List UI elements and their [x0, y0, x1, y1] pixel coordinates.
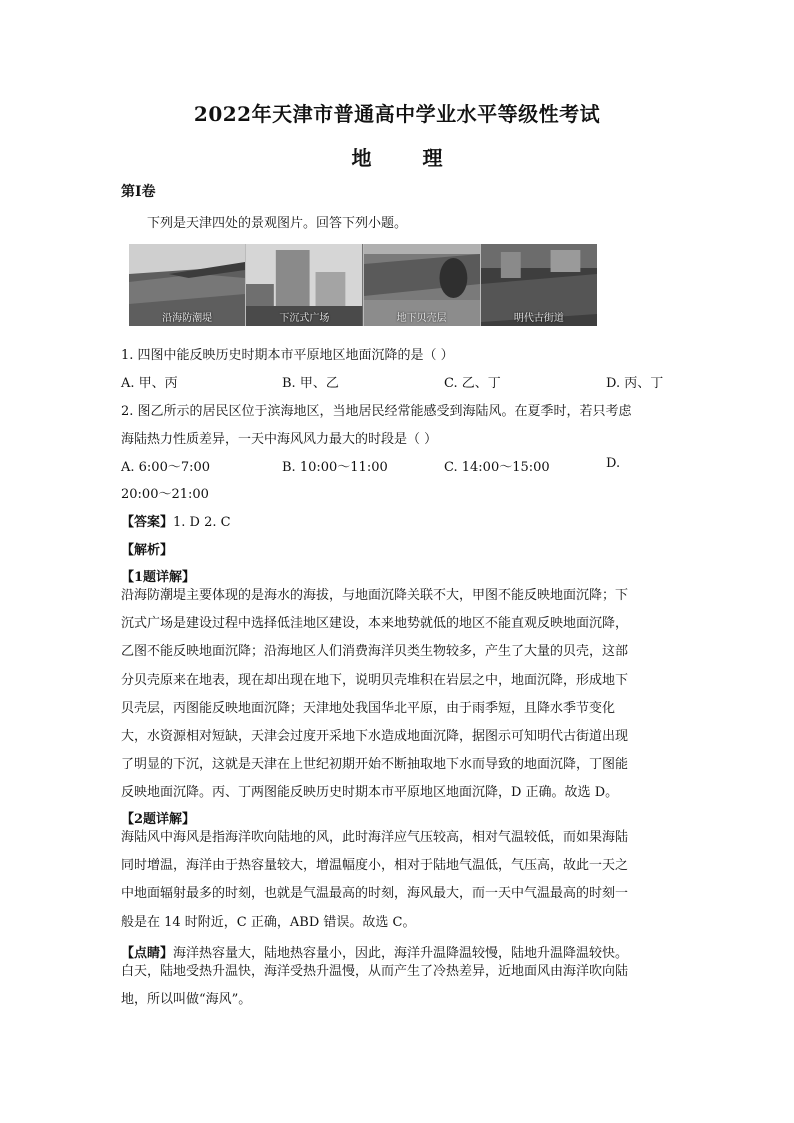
intro-text: 下列是天津四处的景观图片。回答下列小题。	[147, 216, 408, 231]
detail-1-line: 了明显的下沉，这就是天津在上世纪初期开始不断抽取地下水而导致的地面沉降，丁图能	[121, 757, 629, 773]
photo-caption: 沿海防潮堤	[162, 313, 213, 324]
detail-2-line: 同时增温，海洋由于热容量较大，增温幅度小，相对于陆地气温低，气压高，故此一天之	[121, 858, 629, 874]
section-heading: 第Ⅰ卷	[121, 184, 156, 200]
q1-option-a: A. 甲、丙	[121, 376, 178, 391]
photo-ming-street	[481, 244, 597, 326]
photo-caption: 地下贝壳层	[396, 313, 447, 324]
question-1-stem: 1. 四图中能反映历史时期本市平原地区地面沉降的是（ ）	[121, 348, 454, 363]
detail-1-line: 沉式广场是建设过程中选择低洼地区建设，本来地势就低的地区不能直观反映地面沉降，	[121, 616, 629, 632]
q1-option-b: B. 甲、乙	[282, 376, 339, 391]
detail-1-line: 分贝壳原来在地表，现在却出现在地下，说明贝壳堆积在岩层之中，地面沉降，形成地下	[121, 672, 629, 688]
subject-title: 地 理	[351, 146, 465, 170]
detail-1-line: 贝壳层，丙图能反映地面沉降；天津地处我国华北平原，由于雨季短，且降水季节变化	[121, 700, 616, 716]
detail-2-body	[121, 824, 673, 937]
detail-2-line: 中地面辐射最多的时刻，也就是气温最高的时刻，海风最大，而一天中气温最高的时刻一	[121, 886, 629, 902]
answer-text: 1. D 2. C	[173, 515, 231, 530]
detail-1-line: 大，水资源相对短缺，天津会过度开采地下水造成地面沉降，据图示可知明代古街道出现	[121, 729, 629, 745]
exam-title: 2022年天津市普通高中学业水平等级性考试	[193, 102, 601, 126]
tip-line: 白天，陆地受热升温快，海洋受热升温慢，从而产生了冷热差异，近地面风由海洋吹向陆	[121, 964, 629, 979]
tip-body	[121, 958, 673, 1014]
analysis-label: 【解析】	[121, 543, 174, 558]
q2-option-a: A. 6:00～7:00	[121, 460, 211, 475]
landscape-photos	[129, 244, 597, 326]
answer-line	[121, 511, 231, 530]
q2-option-d: D.	[606, 456, 621, 471]
photo-caption: 明代古街道	[513, 313, 564, 324]
detail-2-line: 般是在 14 时附近，C 正确，ABD 错误。故选 C。	[121, 914, 416, 930]
tip-line: 地，所以叫做“海风”。	[121, 992, 252, 1008]
q2-option-c: C. 14:00～15:00	[444, 460, 550, 475]
tip-text: 海洋热容量大，陆地热容量小，因此，海洋升温降温较慢，陆地升温降温较快。	[173, 946, 629, 961]
question-2-stem-line1: 2. 图乙所示的居民区位于滨海地区，当地居民经常能感受到海陆风。在夏季时，若只考虑	[121, 404, 632, 419]
photo-seawall	[129, 244, 246, 326]
tip-label: 【点睛】	[121, 946, 174, 961]
q1-option-c: C. 乙、丁	[444, 376, 501, 391]
detail-2-line: 海陆风中海风是指海洋吹向陆地的风，此时海洋应气压较高，相对气温较低，而如果海陆	[121, 830, 629, 845]
question-2-stem-line2: 海陆热力性质差异，一天中海风风力最大的时段是（ ）	[121, 432, 438, 447]
q2-option-d-value: 20:00～21:00	[121, 487, 209, 502]
detail-1-label: 【1题详解】	[121, 570, 196, 585]
q1-option-d: D. 丙、丁	[606, 376, 664, 391]
photo-sunken-plaza	[246, 244, 363, 326]
answer-label: 【答案】	[121, 515, 174, 530]
detail-1-body	[121, 582, 673, 808]
photo-caption: 下沉式广场	[279, 313, 330, 324]
detail-2-label: 【2题详解】	[121, 812, 196, 827]
photo-shell-layer	[364, 244, 481, 326]
detail-1-line: 乙图不能反映地面沉降；沿海地区人们消费海洋贝类生物较多，产生了大量的贝壳，这部	[121, 644, 629, 660]
detail-1-line: 沿海防潮堤主要体现的是海水的海拔，与地面沉降关联不大，甲图不能反映地面沉降；下	[121, 588, 629, 603]
q2-option-b: B. 10:00～11:00	[282, 460, 388, 475]
detail-1-line: 反映地面沉降。丙、丁两图能反映历史时期本市平原地区地面沉降，D 正确。故选 D。	[121, 785, 619, 801]
